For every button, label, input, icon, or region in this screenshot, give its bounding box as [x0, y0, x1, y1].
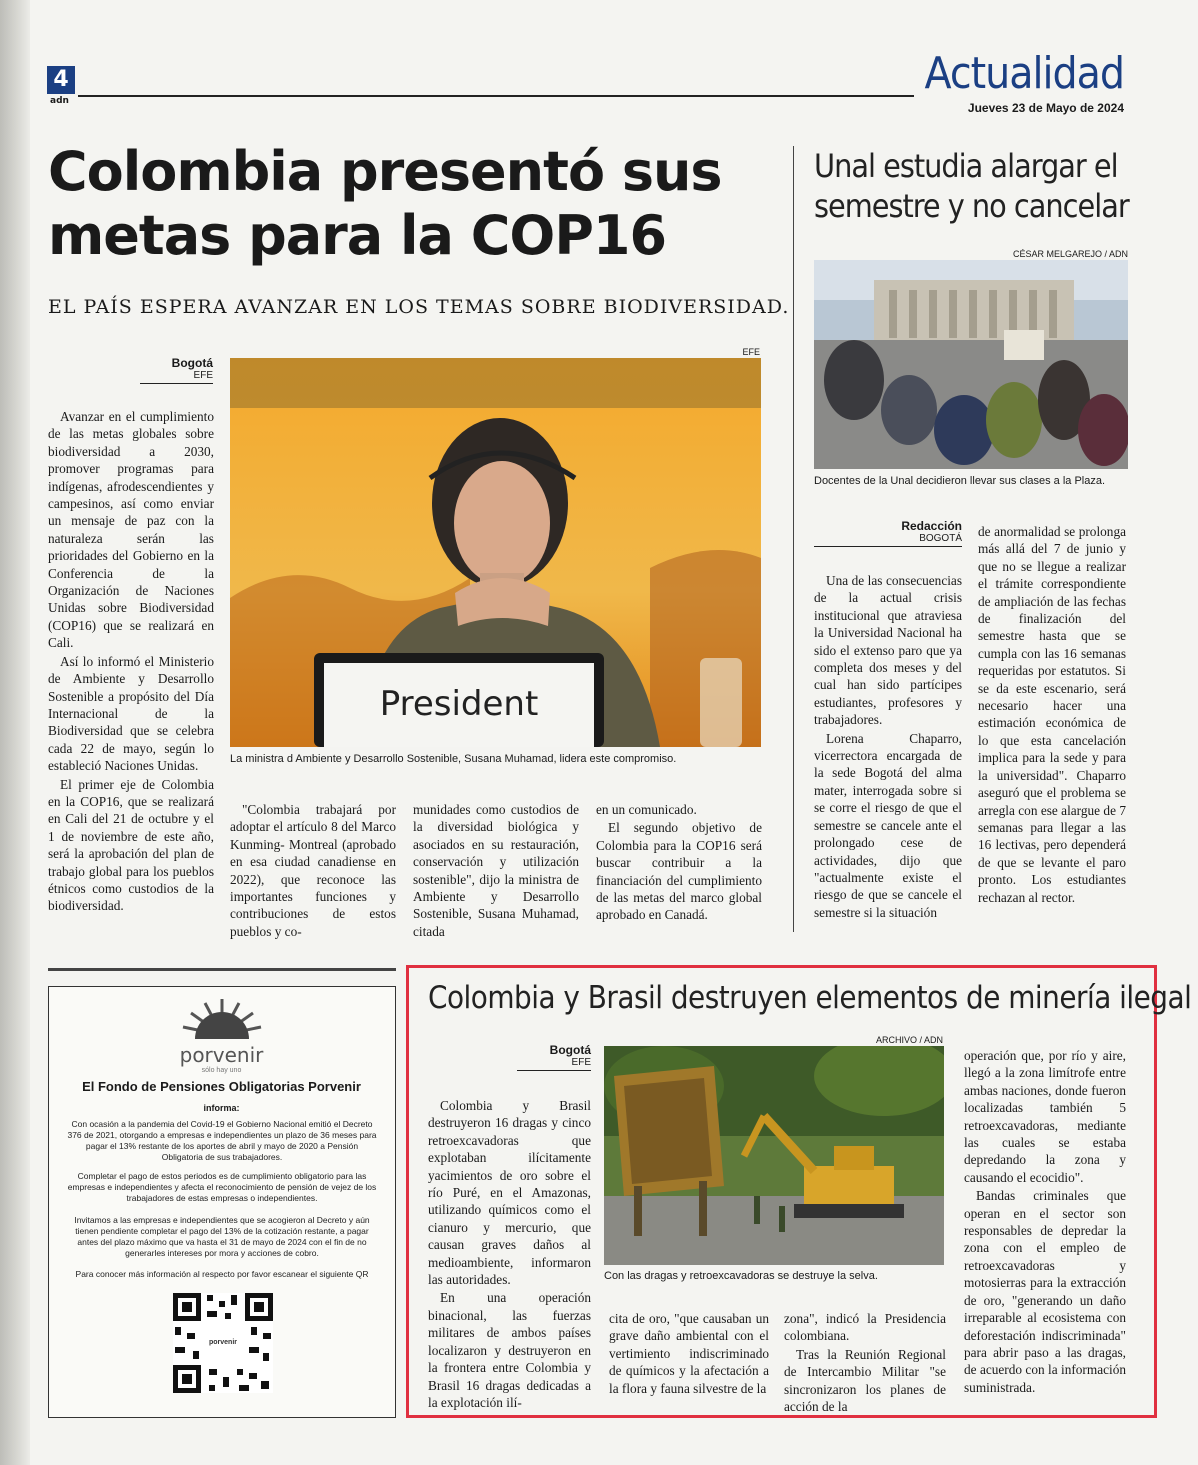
qr-code[interactable]	[173, 1293, 273, 1393]
side-col1-paragraph: Una de las consecuencias de la actual crisis institucional que atraviesa la Universidad Nacional ha sido el extenso paro que ya completa dos meses y del cual han sido partícipes estudiantes, profesores y trabajadores.	[814, 573, 962, 728]
main-col1-paragraph: El primer eje de Colombia en la COP16, que se realizará en Cali del 21 de octubre y el 1 de noviembre de este año, será la aprobación del plan de trabajo global para los pueblos étnicos como custodios de la biodiversidad.	[48, 776, 214, 914]
brand-label: adn	[50, 96, 69, 106]
ad-paragraph: Con ocasión a la pandemia del Covid-19 el Gobierno Nacional emitió el Decreto 376 de 2021, otorgando a empresas e independientes un plazo de 36 meses para pagar el 13% restante de los aportes de abril y mayo de 2020 a Pensión Obligatoria de sus trabajadores.	[67, 1119, 377, 1162]
main-col-2	[230, 801, 396, 941]
mining-col-1	[428, 1097, 591, 1412]
side-col-2	[978, 523, 1126, 907]
byline-source: EFE	[140, 370, 213, 384]
mining-headline: Colombia y Brasil destruyen elementos de minería ilegal	[428, 980, 1192, 1016]
porvenir-tagline: sólo hay uno	[201, 1067, 242, 1074]
mining-photo	[604, 1046, 944, 1265]
mining-col4-paragraph: operación que, por río y aire, llegó a la zona limítrofe entre ambas naciones, donde fueron localizadas también 5 retroexcavadoras, mediante las cuales se estaba depredando la zona y causando el ecocidio".	[964, 1048, 1126, 1185]
side-headline: Unal estudia alargar el semestre y no cancelar	[814, 147, 1129, 225]
mining-col-4	[964, 1047, 1126, 1397]
mining-photo-caption: Con las dragas y retroexcavadoras se destruye la selva.	[604, 1270, 878, 1282]
main-photo	[230, 358, 761, 747]
main-byline	[140, 356, 213, 384]
side-photo-credit: CÉSAR MELGAREJO / ADN	[1012, 249, 1128, 259]
byline-source: EFE	[517, 1057, 591, 1071]
main-col4-paragraph: El segundo objetivo de Colombia para la COP16 será buscar contribuir a la financiación del cumplimiento de las metas del marco global aprobado en Canadá.	[596, 820, 762, 923]
main-col-3	[413, 801, 579, 941]
main-col3-paragraph: munidades como custodios de la diversidad biológica y asociados en su restauración, conservación y utilización sostenible", dijo la ministra de Ambiente y Desarrollo Sostenible, Susana Muhamad, citada	[413, 802, 579, 939]
issue-date: Jueves 23 de Mayo de 2024	[967, 101, 1124, 115]
column-separator	[793, 146, 794, 932]
ad-top-rule	[48, 968, 396, 971]
main-photo-caption: La ministra d Ambiente y Desarrollo Sostenible, Susana Muhamad, lidera este compromiso.	[230, 753, 677, 765]
main-col-1	[48, 408, 214, 916]
main-col1-paragraph: Así lo informó el Ministerio de Ambiente y Desarrollo Sostenible a propósito del Día Internacional de la Biodiversidad que se celebra cada 22 de mayo, según lo estableció Naciones Unidas.	[48, 653, 214, 774]
main-subhead: EL PAÍS ESPERA AVANZAR EN LOS TEMAS SOBRE BIODIVERSIDAD.	[48, 296, 790, 318]
header-rule	[78, 95, 914, 97]
section-title: Actualidad	[924, 48, 1124, 99]
ad-paragraph: Invitamos a las empresas e independientes que se acogieron al Decreto y aún tienen pendiente completar el pago del 13% de la cotización restante, a pagar antes del plazo máximo que va hasta el 31 de mayo de 2024 con el fin de no generarles intereses por mora y acciones de cobro.	[74, 1215, 370, 1258]
mining-col3-paragraph: zona", indicó la Presidencia colombiana.	[784, 1311, 946, 1344]
mining-photo-credit: ARCHIVO / ADN	[875, 1035, 943, 1045]
side-byline	[814, 519, 962, 547]
byline-place: Bogotá	[171, 356, 213, 370]
main-col-4	[596, 801, 762, 925]
porvenir-logo	[49, 995, 394, 1043]
side-col1-paragraph: Lorena Chaparro, vicerrectora encargada de la sede Bogotá del alma mater, interrogada sobre si se corre el riesgo de que el semestre se cancele ante el prolongado cese de actividades, dijo que "actualmente existe el riesgo de que se cancele el semestre si la situación	[814, 730, 962, 920]
side-photo	[814, 260, 1128, 469]
mining-col-3	[784, 1310, 946, 1416]
main-headline: Colombia presentó sus metas para la COP16	[48, 140, 722, 267]
side-photo-caption: Docentes de la Unal decidieron llevar sus clases a la Plaza.	[814, 475, 1106, 487]
main-col1-paragraph: Avanzar en el cumplimiento de las metas globales sobre biodiversidad a 2030, promover programas para indígenas, afrodescendientes y campesinos, así como enviar un mensaje de paz con la naturaleza serán las prioridades del Gobierno en la Conferencia de la Organización de Naciones Unidas sobre Biodiversidad (COP16) que se realizará en Cali.	[48, 409, 214, 651]
page-fold-shadow	[0, 0, 30, 1465]
side-col-1	[814, 572, 962, 922]
porvenir-sun-icon	[177, 995, 267, 1039]
mining-col4-paragraph: Bandas criminales que operan en el sector son responsables de depredar la zona con el empleo de retroexcavadoras y motosierras para la extracción de oro, "generando un daño irreparable al ecosistema con deforestación indiscriminada" para abrir paso a las dragas, de acuerdo con la información suministrada.	[964, 1188, 1126, 1395]
qr-center-label: porvenir	[208, 1339, 237, 1346]
mining-col1-paragraph: Colombia y Brasil destruyeron 16 dragas y cinco retroexcavadoras que explotaban ilícitamente yacimientos de oro sobre el río Puré, en el Amazonas, utilizando químicos como el cianuro y mercurio, que causan graves daños al medioambiente, informaron las autoridades.	[428, 1098, 591, 1288]
porvenir-ad	[48, 986, 396, 1418]
ad-title: El Fondo de Pensiones Obligatorias Porvenir	[82, 1079, 361, 1094]
main-col4-paragraph: en un comunicado.	[596, 802, 697, 817]
mining-col2-paragraph: cita de oro, "que causaban un grave daño ambiental con el vertimiento indiscriminado de químicos y la afectación a la flora y fauna silvestre de la	[609, 1311, 769, 1396]
mining-byline	[517, 1043, 591, 1071]
mining-col1-paragraph: En una operación binacional, las fuerzas militares de ambos países localizaron y destruyeron en la frontera entre Colombia y Brasil 16 dragas dedicadas a la explotación ilí-	[428, 1290, 591, 1410]
side-col2-paragraph: de anormalidad se prolonga más allá del 7 de junio y que no se llegue a realizar el trámite correspondiente de ampliación de las fechas de finalización del semestre hasta que se cumpla con las 16 semanas requeridas por estatutos. Si se da este escenario, será necesario hacer una estimación económica de lo que esta cancelación implica para la sede y para la universidad". Chaparro aseguró que el problema se arregla con ese alargue de 7 semanas para llegar a las 16 lectivas, pero dependerá de que se levante el paro pronto. Los estudiantes rechazan al rector.	[978, 524, 1126, 905]
placard-text: President	[379, 684, 539, 724]
ad-paragraph: Completar el pago de estos periodos es de cumplimiento obligatorio para las empresas e independientes y afecta el reconocimiento de pensión de vejez de los trabajadores de estas empresas o independientes.	[67, 1171, 377, 1203]
byline-place: BOGOTÁ	[814, 533, 962, 547]
main-col2-paragraph: "Colombia trabajará por adoptar el artículo 8 del Marco Kunming- Montreal (aprobado en esa ciudad canadiense en 2022), que reconoce las importantes funciones y contribuciones de estos pueblos y co-	[230, 802, 396, 939]
ad-informa: informa:	[203, 1103, 240, 1113]
mining-col-2	[609, 1310, 769, 1398]
mining-col3-paragraph: Tras la Reunión Regional de Intercambio Militar "se sincronizaron los planes de acción de la	[784, 1346, 946, 1415]
main-photo-credit: EFE	[742, 347, 760, 357]
ad-paragraph: Para conocer más información al respecto por favor escanear el siguiente QR	[75, 1269, 369, 1279]
porvenir-brand: porvenir	[179, 1043, 264, 1067]
page-number: 4	[47, 66, 75, 94]
byline-author: Redacción	[901, 519, 962, 533]
byline-place: Bogotá	[549, 1043, 591, 1057]
